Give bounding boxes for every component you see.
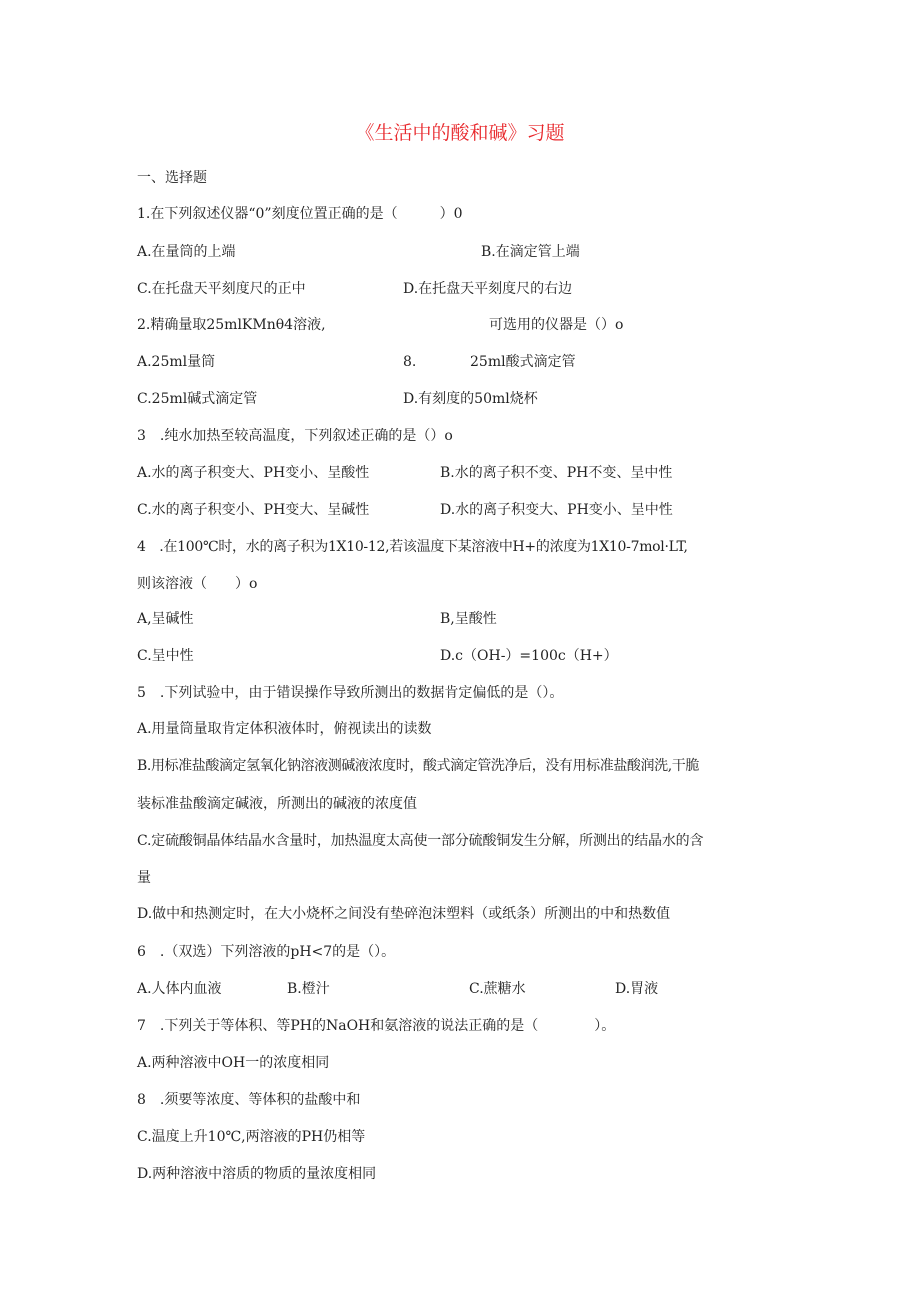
q6-option-a: A.人体内血液 bbox=[137, 981, 222, 997]
q3-stem: 3 .纯水加热至较高温度，下列叙述正确的是（）o bbox=[137, 428, 453, 444]
q3-option-a: A.水的离子积变大、PH变小、呈酸性 bbox=[137, 465, 370, 481]
q1-option-b: B.在滴定管上端 bbox=[481, 244, 580, 260]
q2-option-c: C.25ml碱式滴定管 bbox=[137, 391, 258, 407]
q1-option-d: D.在托盘天平刻度尺的右边 bbox=[403, 281, 573, 297]
q7-option-a: A.两种溶液中OH一的浓度相同 bbox=[137, 1055, 330, 1071]
q7-option-b: 8 .须要等浓度、等体积的盐酸中和 bbox=[137, 1092, 361, 1108]
q5-option-c-line2: 量 bbox=[137, 870, 151, 886]
q1-option-a: A.在量筒的上端 bbox=[137, 244, 236, 260]
q4-option-b: B,呈酸性 bbox=[440, 611, 497, 627]
q5-option-a: A.用量筒量取肯定体积液体时，俯视读出的读数 bbox=[137, 721, 432, 737]
q1-option-c: C.在托盘天平刻度尺的正中 bbox=[137, 281, 306, 297]
q6-stem: 6 .（双选）下列溶液的pH<7的是（）。 bbox=[137, 944, 396, 960]
q5-option-b-line1: B.用标准盐酸滴定氢氧化钠溶液测碱液浓度时，酸式滴定管洗净后，没有用标准盐酸润洗,干脆 bbox=[137, 758, 699, 774]
q4-option-d: D.c（OH-）=100c（H+） bbox=[440, 648, 618, 664]
q2-option-b-number: 8. bbox=[403, 354, 417, 370]
q4-stem-line1: 4 .在100℃时，水的离子积为1X10-12,若该温度下某溶液中H+的浓度为1X10-7mol·LT, bbox=[137, 539, 688, 555]
q5-option-b-line2: 装标准盐酸滴定碱液，所测出的碱液的浓度值 bbox=[137, 796, 417, 812]
q2-option-d: D.有刻度的50ml烧杯 bbox=[403, 391, 538, 407]
q3-option-c: C.水的离子积变小、PH变大、呈碱性 bbox=[137, 502, 370, 518]
q6-option-c: C.蔗糖水 bbox=[469, 981, 526, 997]
q3-option-d: D.水的离子积变大、PH变小、呈中性 bbox=[440, 502, 673, 518]
q6-option-b: B.橙汁 bbox=[287, 981, 330, 997]
q2-option-a: A.25ml量筒 bbox=[137, 354, 216, 370]
q2-stem-right: 可选用的仪器是（）o bbox=[489, 317, 624, 333]
q5-option-c-line1: C.定硫酸铜晶体结晶水含量时，加热温度太高使一部分硫酸铜发生分解，所测出的结晶水的含 bbox=[137, 833, 704, 849]
q7-stem: 7 .下列关于等体积、等PH的NaOH和氨溶液的说法正确的是（ ）。 bbox=[137, 1018, 616, 1034]
q7-option-d: D.两种溶液中溶质的物质的量浓度相同 bbox=[137, 1166, 377, 1182]
q2-option-b: 25ml酸式滴定管 bbox=[470, 354, 576, 370]
q1-stem: 1.在下列叙述仪器“0”刻度位置正确的是（ ）0 bbox=[137, 206, 463, 222]
q7-option-c: C.温度上升10℃,两溶液的PH仍相等 bbox=[137, 1129, 366, 1145]
q5-stem: 5 .下列试验中，由于错误操作导致所测出的数据肯定偏低的是（）。 bbox=[137, 685, 564, 701]
q4-option-c: C.呈中性 bbox=[137, 648, 194, 664]
q6-option-d: D.胃液 bbox=[615, 981, 659, 997]
q3-option-b: B.水的离子积不变、PH不变、呈中性 bbox=[440, 465, 673, 481]
q4-option-a: A,呈碱性 bbox=[137, 611, 194, 627]
page-title: 《生活中的酸和碱》习题 bbox=[355, 122, 565, 144]
q5-option-d: D.做中和热测定时，在大小烧杯之间没有垫碎泡沫塑料（或纸条）所测出的中和热数值 bbox=[137, 906, 671, 922]
section-heading: 一、选择题 bbox=[137, 170, 207, 186]
q4-stem-line2: 则该溶液（ ）o bbox=[137, 576, 258, 592]
q2-stem-left: 2.精确量取25mlKMnθ4溶液, bbox=[137, 317, 326, 333]
